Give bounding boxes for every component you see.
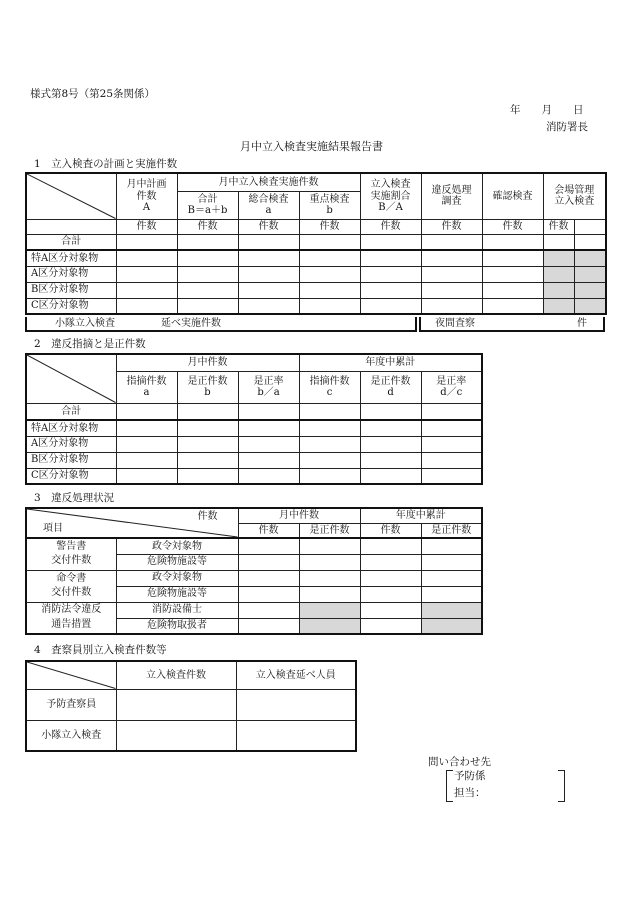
- sub-col: 是正率 b／a: [238, 371, 299, 403]
- form-number: 様式第8号（第25条関係）: [30, 88, 156, 100]
- contact-bracket-left: [446, 770, 453, 802]
- unit-label: 件数: [360, 219, 421, 234]
- col-general: 総合検査 a: [238, 191, 299, 219]
- item-label: 危険物施設等: [116, 554, 238, 570]
- sub-col: 是正件数: [421, 523, 482, 538]
- sub-col: 指摘件数 a: [116, 371, 177, 403]
- unit-label: 件数: [177, 219, 238, 234]
- sub-col: 件数: [238, 523, 299, 538]
- col-count: 立入検査件数: [116, 661, 236, 689]
- unit-label: 件数: [421, 219, 482, 234]
- sub-col: 是正率 d／c: [421, 371, 482, 403]
- group-label: 消防法令違反 通告措置: [26, 602, 116, 634]
- section3-heading: 3 違反処理状況: [34, 492, 115, 504]
- contact-dept: 予防係: [454, 770, 486, 782]
- unit-label: 件数: [299, 219, 360, 234]
- row-label: 合計: [26, 403, 116, 420]
- addressee: 消防署長: [546, 121, 588, 133]
- row-label: C区分対象物: [26, 298, 116, 314]
- row-label: B区分対象物: [26, 452, 116, 468]
- group-label: 命令書 交付件数: [26, 570, 116, 602]
- col-year: 年度中累計: [360, 508, 482, 523]
- row-label: 特A区分対象物: [26, 420, 116, 436]
- contact-bracket-right: [558, 770, 565, 802]
- section3-table: [25, 507, 483, 635]
- col-venue: 会場管理 立入検査: [543, 173, 606, 219]
- item-label: 消防設備士: [116, 602, 238, 618]
- col-rate: 立入検査 実施割合 B／A: [360, 173, 421, 219]
- col-persons: 立入検査延べ人員: [236, 661, 356, 689]
- row-label: C区分対象物: [26, 468, 116, 484]
- unit-label: 件数: [238, 219, 299, 234]
- night-footer: [419, 317, 605, 332]
- squad-total-label: 延べ実施件数: [161, 318, 221, 329]
- squad-label: 小隊立入検査: [55, 318, 115, 329]
- section1-heading: 1 立入検査の計画と実施件数: [34, 158, 178, 170]
- group-label: 警告書 交付件数: [26, 538, 116, 570]
- unit-label: 件数: [543, 219, 574, 234]
- row-label: B区分対象物: [26, 282, 116, 298]
- col-total: 合計 B＝a＋b: [177, 191, 238, 219]
- section1-corner-cell: [26, 173, 116, 219]
- night-unit: 件: [577, 318, 587, 329]
- sub-col: 件数: [360, 523, 421, 538]
- section1-table: [25, 172, 607, 315]
- row-label: 特A区分対象物: [26, 250, 116, 266]
- col-violation: 違反処理 調査: [421, 173, 482, 219]
- squad-footer: [25, 317, 417, 332]
- corner-top-label: 件数: [197, 511, 218, 522]
- section4-corner-cell: [26, 661, 116, 689]
- row-label: A区分対象物: [26, 436, 116, 452]
- sub-col: 是正件数: [299, 523, 360, 538]
- contact-label: 問い合わせ先: [428, 756, 491, 768]
- item-label: 危険物取扱者: [116, 618, 238, 634]
- item-label: 政令対象物: [116, 538, 238, 554]
- col-month: 月中件数: [238, 508, 360, 523]
- row-label: A区分対象物: [26, 266, 116, 282]
- col-impl-group: 月中立入検査実施件数: [177, 173, 360, 191]
- section4-table: [25, 660, 357, 752]
- col-priority: 重点検査 b: [299, 191, 360, 219]
- unit-label: 件数: [116, 219, 177, 234]
- col-year: 年度中累計: [299, 354, 482, 371]
- section2-corner-cell: [26, 354, 116, 403]
- section4-heading: 4 査察員別立入検査件数等: [34, 644, 167, 656]
- corner-bottom-label: 項目: [43, 523, 63, 534]
- col-plan: 月中計画 件数 A: [116, 173, 177, 219]
- contact-person: 担当：: [454, 787, 486, 799]
- row-label: 小隊立入検査: [26, 720, 116, 751]
- sub-col: 指摘件数 c: [299, 371, 360, 403]
- col-confirm: 確認検査: [482, 173, 543, 219]
- date-line: 年 月 日: [510, 104, 584, 116]
- row-label: 予防査察員: [26, 689, 116, 720]
- sub-col: 是正件数 b: [177, 371, 238, 403]
- item-label: 危険物施設等: [116, 586, 238, 602]
- item-label: 政令対象物: [116, 570, 238, 586]
- night-label: 夜間査察: [435, 318, 475, 329]
- page-title: 月中立入検査実施結果報告書: [240, 140, 383, 153]
- row-label: 合計: [26, 234, 116, 250]
- section2-table: [25, 353, 483, 485]
- sub-col: 是正件数 d: [360, 371, 421, 403]
- unit-label: 件数: [482, 219, 543, 234]
- col-month: 月中件数: [116, 354, 299, 371]
- section3-corner-cell: [26, 508, 238, 538]
- section2-heading: 2 違反指摘と是正件数: [34, 338, 146, 350]
